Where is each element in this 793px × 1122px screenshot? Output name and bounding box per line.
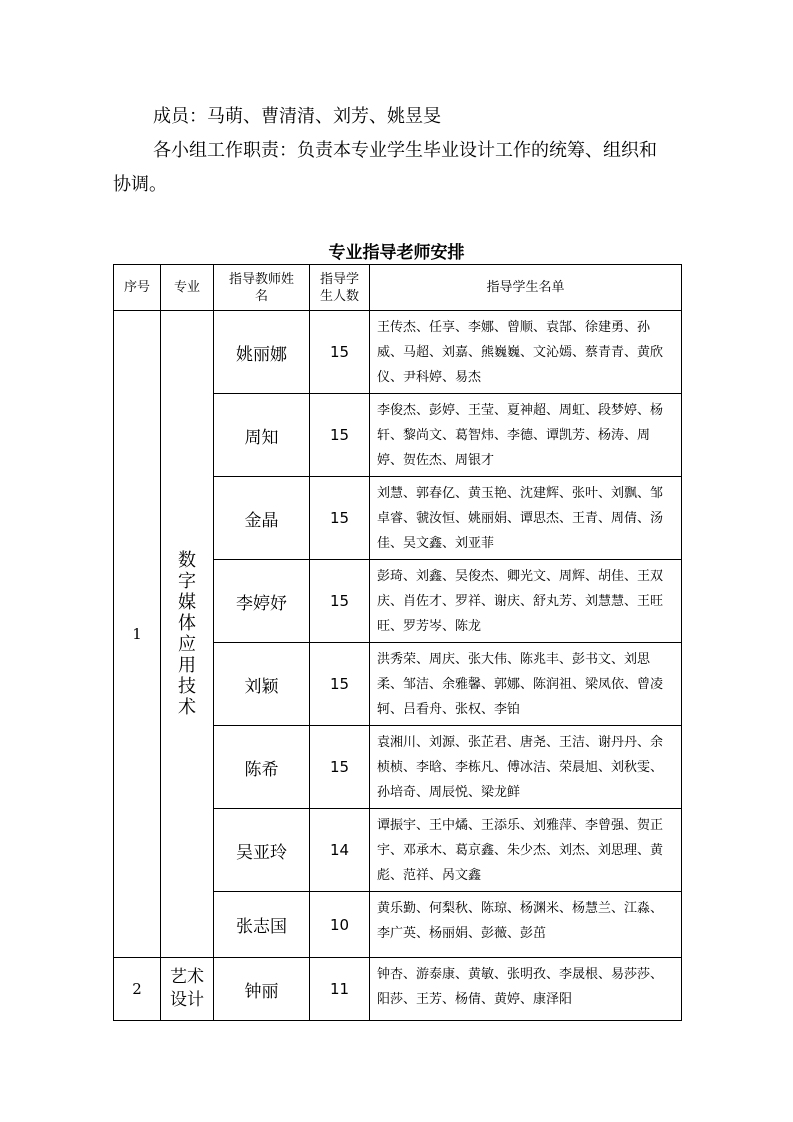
major-line: 设计	[170, 990, 204, 1010]
student-count: 15	[310, 477, 370, 560]
student-count: 14	[310, 809, 370, 892]
student-list: 李俊杰、彭婷、王莹、夏神超、周虹、段梦婷、杨轩、黎尚文、葛智炜、李德、谭凯芳、杨涛、周婷、贺佐杰、周银才	[370, 394, 682, 477]
major-line: 艺术	[170, 967, 204, 987]
teacher-name: 刘颖	[214, 643, 310, 726]
teacher-name: 李婷妤	[214, 560, 310, 643]
header-seq: 序号	[114, 265, 161, 311]
seq-cell: 2	[114, 958, 161, 1021]
header-count: 指导学生人数	[310, 265, 370, 311]
seq-cell: 1	[114, 311, 161, 958]
student-list: 彭琦、刘鑫、吴俊杰、卿光文、周辉、胡佳、王双庆、肖佐才、罗祥、谢庆、舒丸芳、刘慧慧、王旺旺、罗芳岑、陈龙	[370, 560, 682, 643]
student-list: 钟杏、游泰康、黄敏、张明孜、李晟根、易莎莎、阳莎、王芳、杨倩、黄婷、康泽阳	[370, 958, 682, 1021]
table-title: 专业指导老师安排	[328, 243, 465, 263]
student-list: 刘慧、郭春亿、黄玉艳、沈建辉、张叶、刘飘、邹卓睿、虢汝恒、姚丽娟、谭思杰、王青、周倩、汤佳、吴文鑫、刘亚菲	[370, 477, 682, 560]
major-cell: 数字媒体应用技术	[161, 311, 214, 958]
header-major: 专业	[161, 265, 214, 311]
student-list: 黄乐勤、何梨秋、陈琼、杨渊米、杨慧兰、江淼、李广英、杨丽娟、彭薇、彭茁	[370, 892, 682, 958]
table-row	[114, 311, 682, 394]
teacher-name: 张志国	[214, 892, 310, 958]
student-list: 洪秀荣、周庆、张大伟、陈兆丰、彭书文、刘思柔、邹洁、余雅馨、郭娜、陈润祖、梁凤依、曾凌轲、吕看舟、张权、李铂	[370, 643, 682, 726]
student-count: 11	[310, 958, 370, 1021]
teacher-name: 金晶	[214, 477, 310, 560]
table-row	[114, 958, 682, 1021]
student-list: 王传杰、任享、李娜、曾顺、袁郜、徐建勇、孙威、马超、刘嘉、熊巍巍、文沁嫣、蔡青青、黄欣仪、尹科婷、易杰	[370, 311, 682, 394]
header-teacher: 指导教师姓名	[214, 265, 310, 311]
student-count: 15	[310, 394, 370, 477]
student-count: 15	[310, 311, 370, 394]
teacher-name: 吴亚玲	[214, 809, 310, 892]
header-students: 指导学生名单	[370, 265, 682, 311]
members-paragraph: 成员：马萌、曹清清、刘芳、姚昱旻	[153, 106, 441, 127]
teacher-name: 姚丽娜	[214, 311, 310, 394]
teacher-name: 钟丽	[214, 958, 310, 1021]
teacher-name: 陈希	[214, 726, 310, 809]
major-cell	[161, 958, 214, 1021]
duty-paragraph: 各小组工作职责：负责本专业学生毕业设计工作的统筹、组织和	[153, 140, 657, 161]
student-count: 15	[310, 726, 370, 809]
student-count: 10	[310, 892, 370, 958]
student-list: 袁湘川、刘源、张芷君、唐尧、王洁、谢丹丹、余桢桢、李晗、李栋凡、傅冰洁、荣晨旭、刘秋雯、孙培奇、周辰悦、梁龙鲜	[370, 726, 682, 809]
student-list: 谭振宇、王中燏、王添乐、刘雅萍、李曾强、贺正宇、邓承木、葛京鑫、朱少杰、刘杰、刘思理、黄彪、范祥、呙文鑫	[370, 809, 682, 892]
teacher-name: 周知	[214, 394, 310, 477]
duty-paragraph-continued: 协调。	[113, 174, 167, 195]
advisor-table	[113, 264, 682, 1021]
student-count: 15	[310, 560, 370, 643]
student-count: 15	[310, 643, 370, 726]
table-header-row	[114, 265, 682, 311]
